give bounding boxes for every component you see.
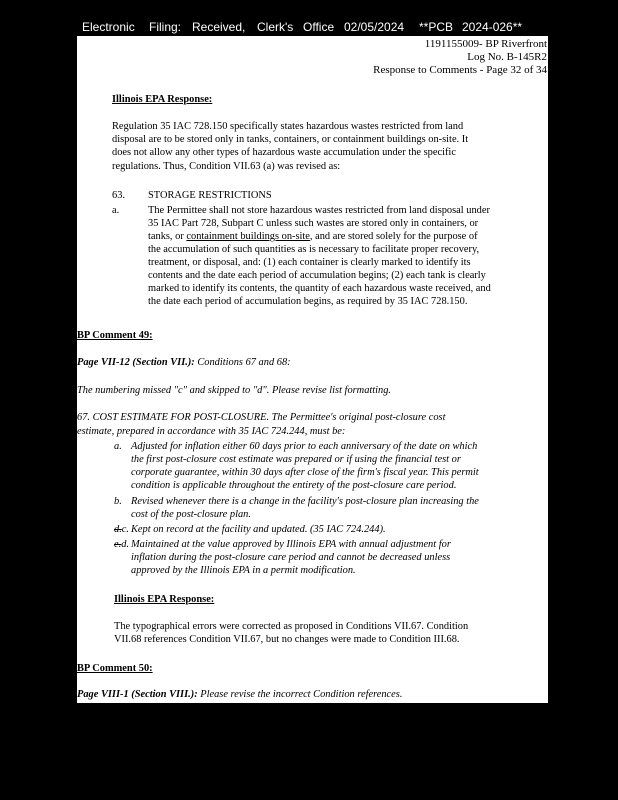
list-line: approved by the Illinois EPA in a permit modification.	[131, 565, 356, 576]
list-line: the first post-closure cost estimate was prepared or if using the financial test or	[131, 454, 461, 465]
comment-ref-rest: Please revise the incorrect Condition references.	[197, 689, 403, 700]
condition-line: marked to identify its contents, the quantity of each hazardous waste received, and	[148, 283, 491, 294]
struck-label: e.	[114, 539, 122, 550]
list-line: Maintained at the value approved by Illinois EPA with annual adjustment for	[131, 539, 451, 550]
cost-estimate-line: 67. COST ESTIMATE FOR POST-CLOSURE. The Permittee's original post-closure cost	[77, 412, 446, 423]
list-line: corporate guarantee, within 30 days after close of the firm's fiscal year. This permit	[131, 467, 479, 478]
list-label-revised	[114, 523, 129, 536]
list-line: condition is applicable throughout the entirety of the post-closure care period.	[131, 480, 457, 491]
condition-item-label: a.	[112, 205, 120, 216]
document-page	[77, 36, 548, 703]
header-id: 1191155009- BP Riverfront	[424, 38, 547, 50]
banner-filing: Filing:	[149, 20, 182, 34]
comment-ref-bold: Page VII-12 (Section VII.):	[77, 357, 195, 368]
condition-line	[148, 230, 478, 243]
banner-office: Office	[303, 20, 335, 34]
list-line: inflation during the post-closure care period and cannot be decreased unless	[131, 552, 451, 563]
comment-heading: BP Comment 50:	[77, 663, 153, 674]
list-line: Revised whenever there is a change in the facility's post-closure plan increasing the	[131, 496, 479, 507]
condition-title: STORAGE RESTRICTIONS	[148, 190, 272, 201]
response-line: VII.68 references Condition VII.67, but no changes were made to Condition III.68.	[114, 634, 460, 645]
condition-line: 35 IAC Part 728, Subpart C unless such wastes are stored only in containers, or	[148, 218, 479, 229]
response-line: disposal are to be stored only in tanks, containers, or containment buildings on-site. It	[112, 134, 469, 145]
comment-reference	[77, 688, 402, 701]
banner-docket: 2024-026**	[462, 20, 523, 34]
comment-reference	[77, 356, 291, 369]
response-line: The typographical errors were corrected as proposed in Conditions VII.67. Condition	[114, 621, 469, 632]
banner-electronic: Electronic	[82, 20, 135, 34]
response-line: regulations. Thus, Condition VII.63 (a) was revised as:	[112, 161, 341, 172]
list-line: Kept on record at the facility and updated. (35 IAC 724.244).	[131, 524, 386, 535]
new-label: d.	[121, 539, 130, 550]
list-label-revised	[114, 538, 129, 551]
condition-line: The Permittee shall not store hazardous wastes restricted from land disposal under	[148, 205, 490, 216]
response-heading: Illinois EPA Response:	[112, 94, 213, 105]
condition-text: , and are stored solely for the purpose of	[309, 231, 478, 242]
filing-banner	[0, 0, 618, 38]
comment-ref-bold: Page VIII-1 (Section VIII.):	[77, 689, 198, 700]
comment-ref-rest: Conditions 67 and 68:	[194, 357, 291, 368]
list-label: b.	[114, 496, 122, 507]
response-line: does not allow any other types of hazardous waste accumulation under the specific	[112, 147, 456, 158]
header-log: Log No. B-145R2	[467, 51, 547, 63]
cost-estimate-line: estimate, prepared in accordance with 35 IAC 724.244, must be:	[77, 426, 346, 437]
list-line: cost of the post-closure plan.	[131, 509, 251, 520]
response-heading: Illinois EPA Response:	[114, 594, 215, 605]
banner-pcb: **PCB	[419, 20, 454, 34]
header-response: Response to Comments - Page 32 of 34	[373, 64, 547, 76]
banner-received: Received,	[192, 20, 246, 34]
new-label: c.	[121, 524, 130, 535]
comment-text: The numbering missed "c" and skipped to "d". Please revise list formatting.	[77, 385, 392, 396]
condition-number: 63.	[112, 190, 125, 201]
response-line: Regulation 35 IAC 728.150 specifically states hazardous wastes restricted from land	[112, 121, 464, 132]
condition-underlined-text: containment buildings on-site	[186, 231, 310, 242]
condition-line: the date each period of accumulation begins, as required by 35 IAC 728.150.	[148, 296, 468, 307]
list-line: Adjusted for inflation either 60 days prior to each anniversary of the date on which	[131, 441, 478, 452]
condition-line: treatment, or disposal, and: (1) each container is clearly marked to identify its	[148, 257, 471, 268]
list-label: a.	[114, 441, 122, 452]
condition-line: contents and the date each period of accumulation begins; (2) each tank is clearly	[148, 270, 486, 281]
banner-date: 02/05/2024	[344, 20, 405, 34]
banner-clerks: Clerk's	[257, 20, 294, 34]
comment-heading: BP Comment 49:	[77, 330, 153, 341]
condition-line: the accumulation of such quantities as is necessary to facilitate proper recovery,	[148, 244, 480, 255]
condition-text: tanks, or	[148, 231, 187, 242]
struck-label: d.	[114, 524, 122, 535]
